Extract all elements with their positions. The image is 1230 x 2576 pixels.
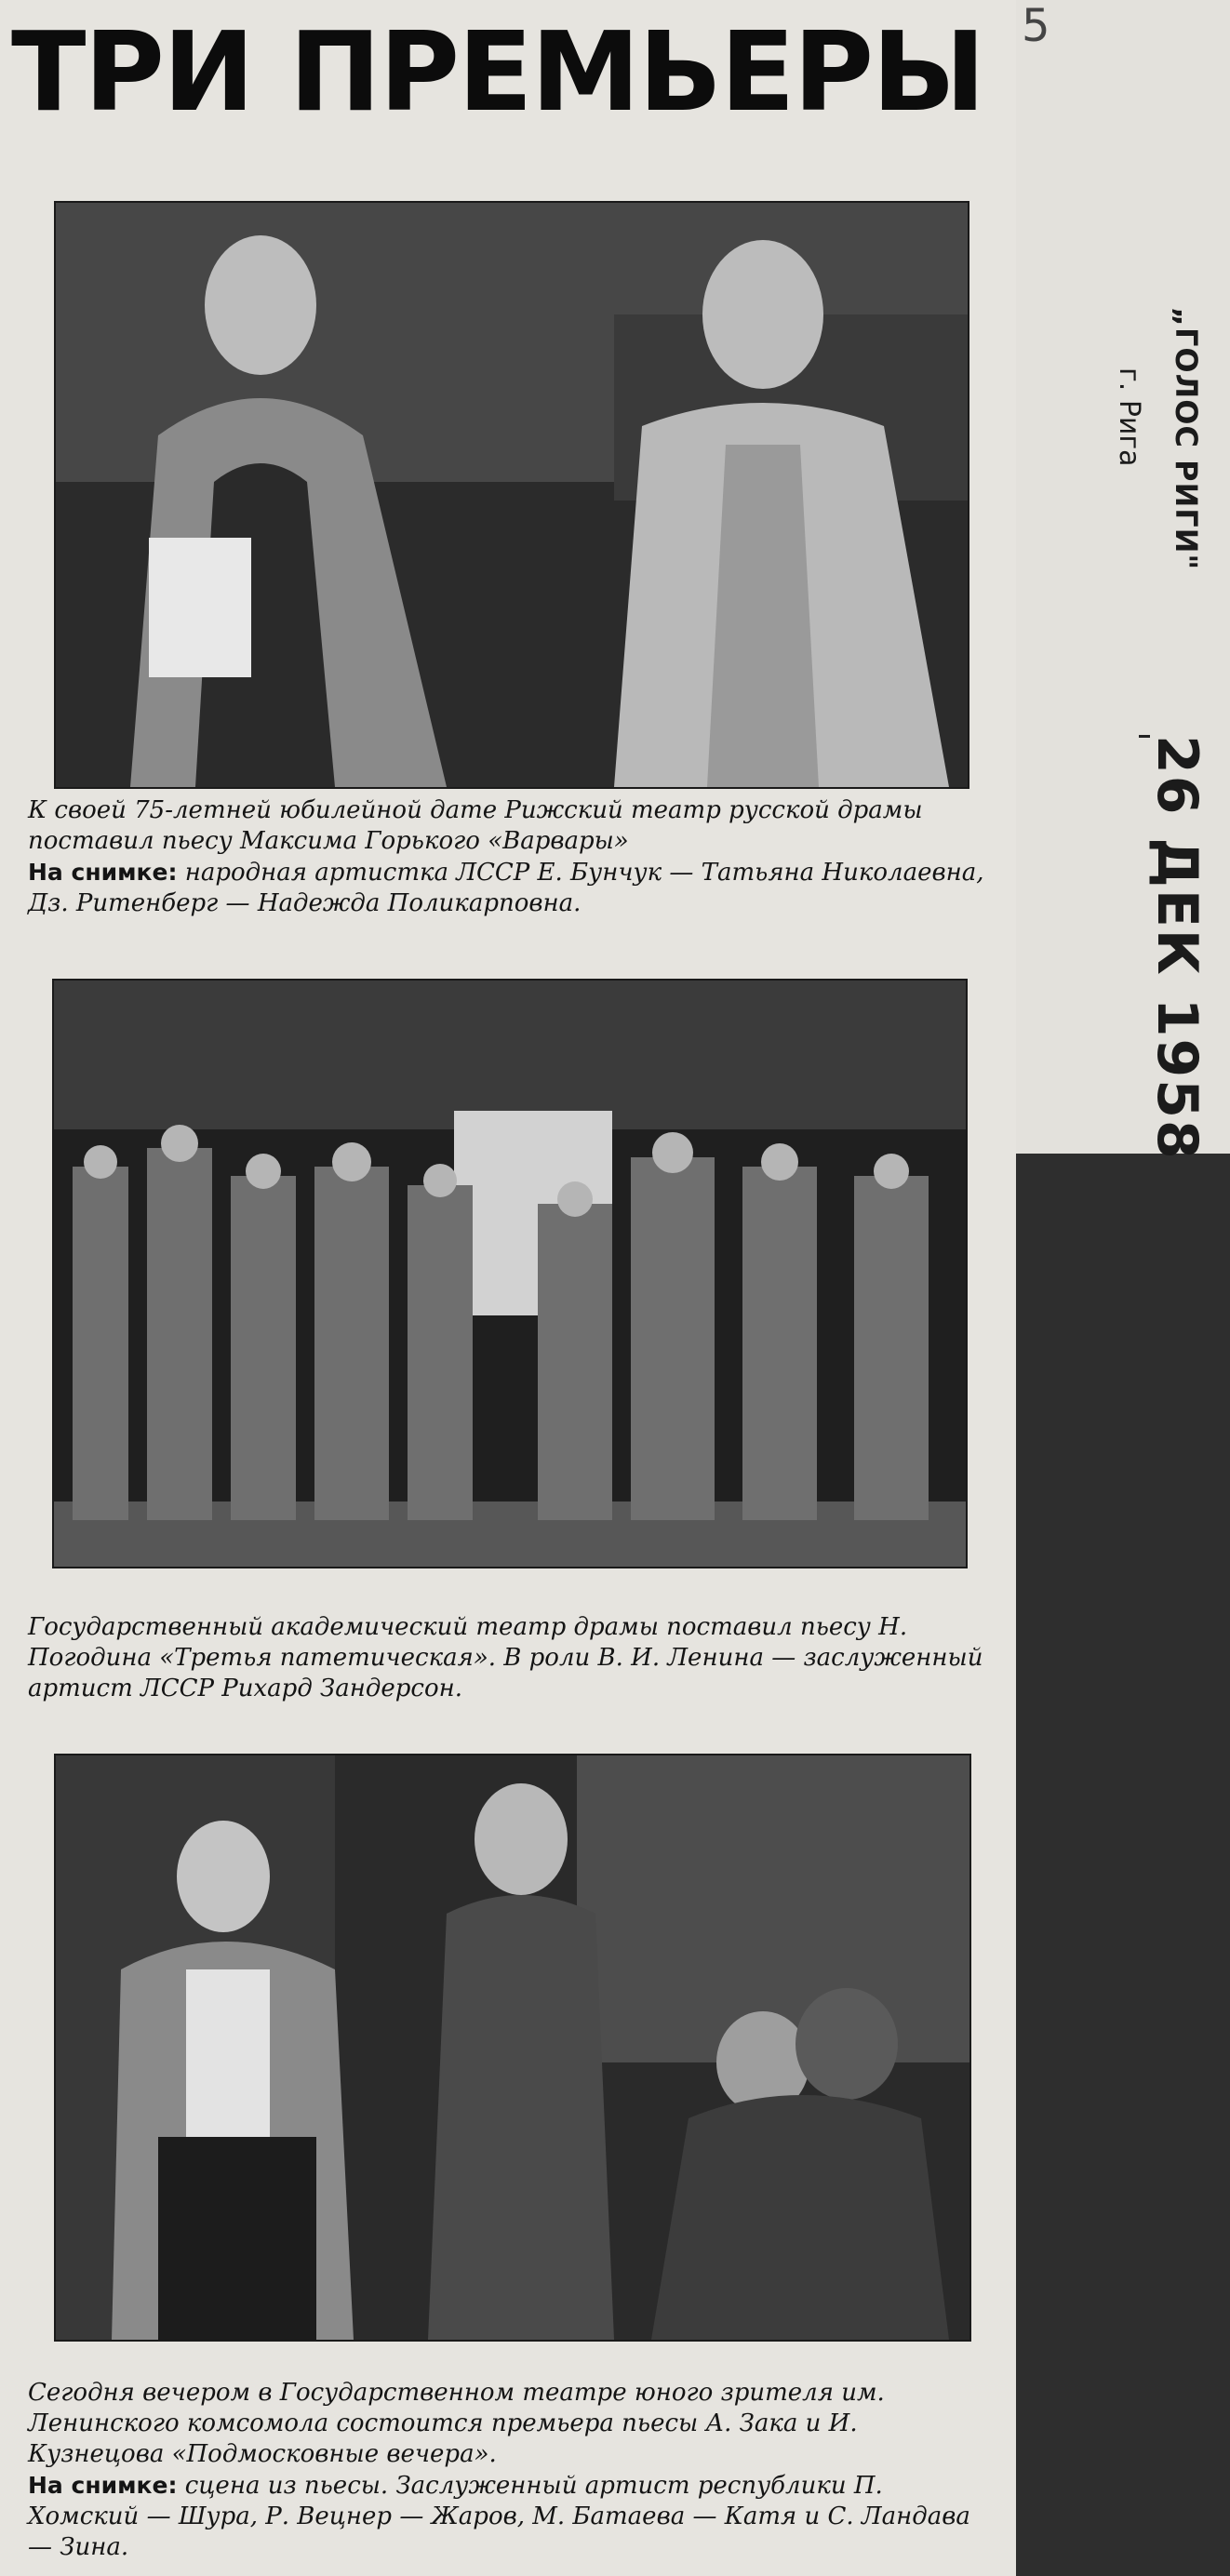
caption-varvary-cast: народная артистка ЛССР Е. Бунчук — Татьяна Николаевна, Дз. Ритенберг — Надежда Поликарповна.: [28, 859, 984, 917]
caption-podmoskovnye-lead: На снимке:: [28, 2472, 178, 2499]
city-stamp: г. Рига: [1113, 367, 1145, 467]
caption-varvary-lead: На снимке:: [28, 859, 178, 886]
photo-varvary: [54, 201, 969, 789]
dark-background: [1016, 1154, 1230, 2576]
caption-podmoskovnye-cast: сцена из пьесы. Заслуженный артист республики П. Хомский — Шура, Р. Вецнер — Жаров, М. Батаева — Катя и С. Ландава — Зина.: [28, 2472, 970, 2561]
caption-tretya: [28, 1612, 996, 1704]
caption-tretya-text: Государственный академический театр драмы поставил пьесу Н. Погодина «Третья патетическая». В роли В. И. Ленина — заслуженный артист ЛССР Рихард Зандерсон.: [28, 1613, 983, 1702]
pencil-mark: 5: [1022, 0, 1050, 52]
caption-varvary: [28, 795, 996, 919]
date-stamp: 26 ДЕК 1958: [1144, 735, 1210, 1161]
caption-podmoskovnye: [28, 2378, 996, 2563]
caption-varvary-text: К своей 75-летней юбилейной дате Рижский театр русской драмы поставил пьесу Максима Горького «Варвары»: [28, 796, 923, 855]
headline: ТРИ ПРЕМЬЕРЫ: [11, 7, 984, 136]
photo-tretya-pateticheskaya: [52, 979, 968, 1568]
newspaper-name-stamp: „ГОЛОС РИГИ": [1169, 307, 1204, 571]
caption-podmoskovnye-text: Сегодня вечером в Государственном театре юного зрителя им. Ленинского комсомола состоится премьера пьесы А. Зака и И. Кузнецова «Подмосковные вечера».: [28, 2379, 885, 2468]
photo-podmoskovnye-vechera: [54, 1754, 971, 2342]
